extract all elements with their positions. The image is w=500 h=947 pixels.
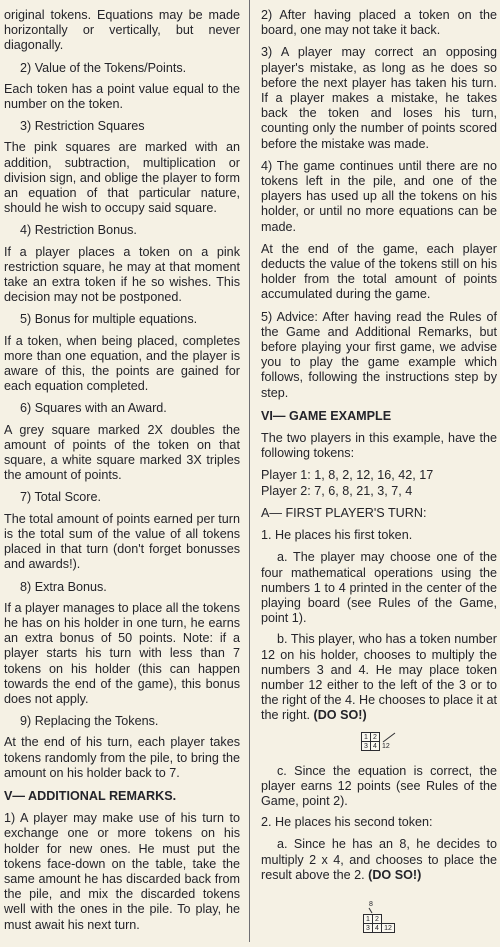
paragraph-correct-mistake: 3) A player may correct an opposing player's mistake, as long as he does so before the next player has taken his turn. If a player makes a mistake, he takes back the token and loses his turn, counting only the number of points scored before the mistake was made. (261, 45, 497, 151)
board-cell: 2 (370, 732, 380, 742)
step-choose-operation: a. The player may choose one of the four mathematical operations using the numbers 1 to 4 printed in the center of the playing board (see Rules of the Game, point 1). (261, 550, 497, 626)
paragraph-multiple-equations: If a token, when being placed, completes more than one equation, and the player is aware of this, the points are gained for each equation completed. (4, 333, 240, 394)
heading-restriction-squares: 3) Restriction Squares (20, 119, 145, 134)
paragraph-award-squares: A grey square marked 2X doubles the amount of points of the token on that square, a white square marked 3X triples the amount of points. (4, 422, 240, 483)
board-cell: 2 (372, 914, 382, 924)
heading-restriction-bonus: 4) Restriction Bonus. (20, 223, 137, 238)
board-cell: 3 (363, 923, 373, 933)
step-place-twelve (261, 632, 497, 723)
do-so-instruction: (DO SO!) (310, 708, 367, 723)
do-so-instruction: (DO SO!) (364, 867, 422, 882)
heading-replacing-tokens: 9) Replacing the Tokens. (20, 714, 159, 729)
paragraph-no-take-back: 2) After having placed a token on the board, one may not take it back. (261, 8, 497, 38)
paragraph-token-value: Each token has a point value equal to the number on the token. (4, 81, 240, 112)
board-cell: 12 (381, 923, 395, 933)
board-cell: 3 (361, 741, 371, 751)
left-column (4, 8, 240, 940)
board-diagram-2 (357, 901, 401, 937)
right-column (261, 8, 497, 947)
board-cell: 4 (372, 923, 382, 933)
player-1-tokens: Player 1: 1, 8, 2, 12, 16, 42, 17 (261, 468, 434, 483)
step-second-token: 2. He places his second token: (261, 815, 433, 830)
heading-total-score: 7) Total Score. (20, 490, 101, 505)
board-cell: 1 (361, 732, 371, 742)
heading-token-value: 2) Value of the Tokens/Points. (20, 60, 187, 75)
heading-multiple-equations: 5) Bonus for multiple equations. (20, 312, 198, 327)
player-token-list (261, 468, 497, 498)
step-place-eight-text: a. Since he has an 8, he decides to multiply 2 x 4, and chooses to place the result above the 2. (261, 837, 497, 882)
paragraph-advice: 5) Advice: After having read the Rules of the Game and Additional Remarks, but before playing your first game, we advise you to play the game example which follows, following the instructions step by step. (261, 309, 497, 400)
placed-token-label: 12 (382, 742, 390, 750)
arrow-icon (381, 730, 399, 744)
board-cell: 4 (370, 741, 380, 751)
paragraph-deduct-tokens: At the end of the game, each player deducts the value of the tokens still on his holder from the total amount of points accumulated during the game. (261, 241, 497, 302)
step-place-eight (261, 837, 497, 883)
paragraph-game-end: 4) The game continues until there are no tokens left in the pile, and one of the players has used up all the tokens on his holder, or until no more equations can be made. (261, 158, 497, 234)
column-divider (249, 0, 250, 942)
heading-first-turn: A— FIRST PLAYER'S TURN: (261, 505, 427, 520)
placed-token-label: 8 (369, 900, 373, 908)
board-cell: 1 (363, 914, 373, 924)
heading-extra-bonus: 8) Extra Bonus. (20, 579, 107, 594)
section-game-example: VI— GAME EXAMPLE (261, 408, 392, 423)
paragraph-restriction-squares: The pink squares are marked with an addition, subtraction, multiplication or division sign, and oblige the player to form an equation of that particular nature, should he wish to occupy said square. (4, 140, 240, 216)
player-2-tokens: Player 2: 7, 6, 8, 21, 3, 7, 4 (261, 483, 413, 498)
paragraph-total-score: The total amount of points earned per turn is the total sum of the value of all tokens placed in that turn (don't forget bonusses and awards!). (4, 511, 240, 572)
section-additional-remarks: V— ADDITIONAL REMARKS. (4, 788, 177, 803)
step-place-twelve-text: b. This player, who has a token number 12 on his holder, chooses to multiply the numbers 3 and 4. He may place token number 12 either to the left of the 3 or to the right of the 4. He chooses to place it at the right. (261, 632, 497, 723)
paragraph-replacing-tokens: At the end of his turn, each player takes tokens randomly from the pile, to bring the amount on his holder back to 7. (4, 735, 240, 780)
heading-award-squares: 6) Squares with an Award. (20, 401, 167, 416)
step-earn-points: c. Since the equation is correct, the player earns 12 points (see Rules of the Game, point 2). (261, 763, 497, 808)
paragraph-tokens-direction: original tokens. Equations may be made horizontally or vertically, but never diagonally. (4, 8, 240, 53)
step-first-token: 1. He places his first token. (261, 528, 413, 543)
paragraph-exchange-tokens: 1) A player may make use of his turn to exchange one or more tokens on his holder for new ones. He must put the tokens face-down on the table, take the same amount he has discarded back from the pile, and mix the discarded tokens well with the ones in the pile. To play, he must await his next turn. (4, 811, 240, 932)
paragraph-two-players: The two players in this example, have the following tokens: (261, 431, 497, 461)
paragraph-extra-bonus: If a player manages to place all the tokens he has on his holder in one turn, he earns an extra bonus of 50 points. Note: if a player starts his turn with less than 7 tokens on his holder (this can happen towards the end of the game), this bonus does not apply. (4, 600, 240, 706)
paragraph-restriction-bonus: If a player places a token on a pink restriction square, he may at that moment take an extra token if he so wishes. This decision may not be postponed. (4, 244, 240, 305)
board-diagram-1 (359, 730, 399, 754)
